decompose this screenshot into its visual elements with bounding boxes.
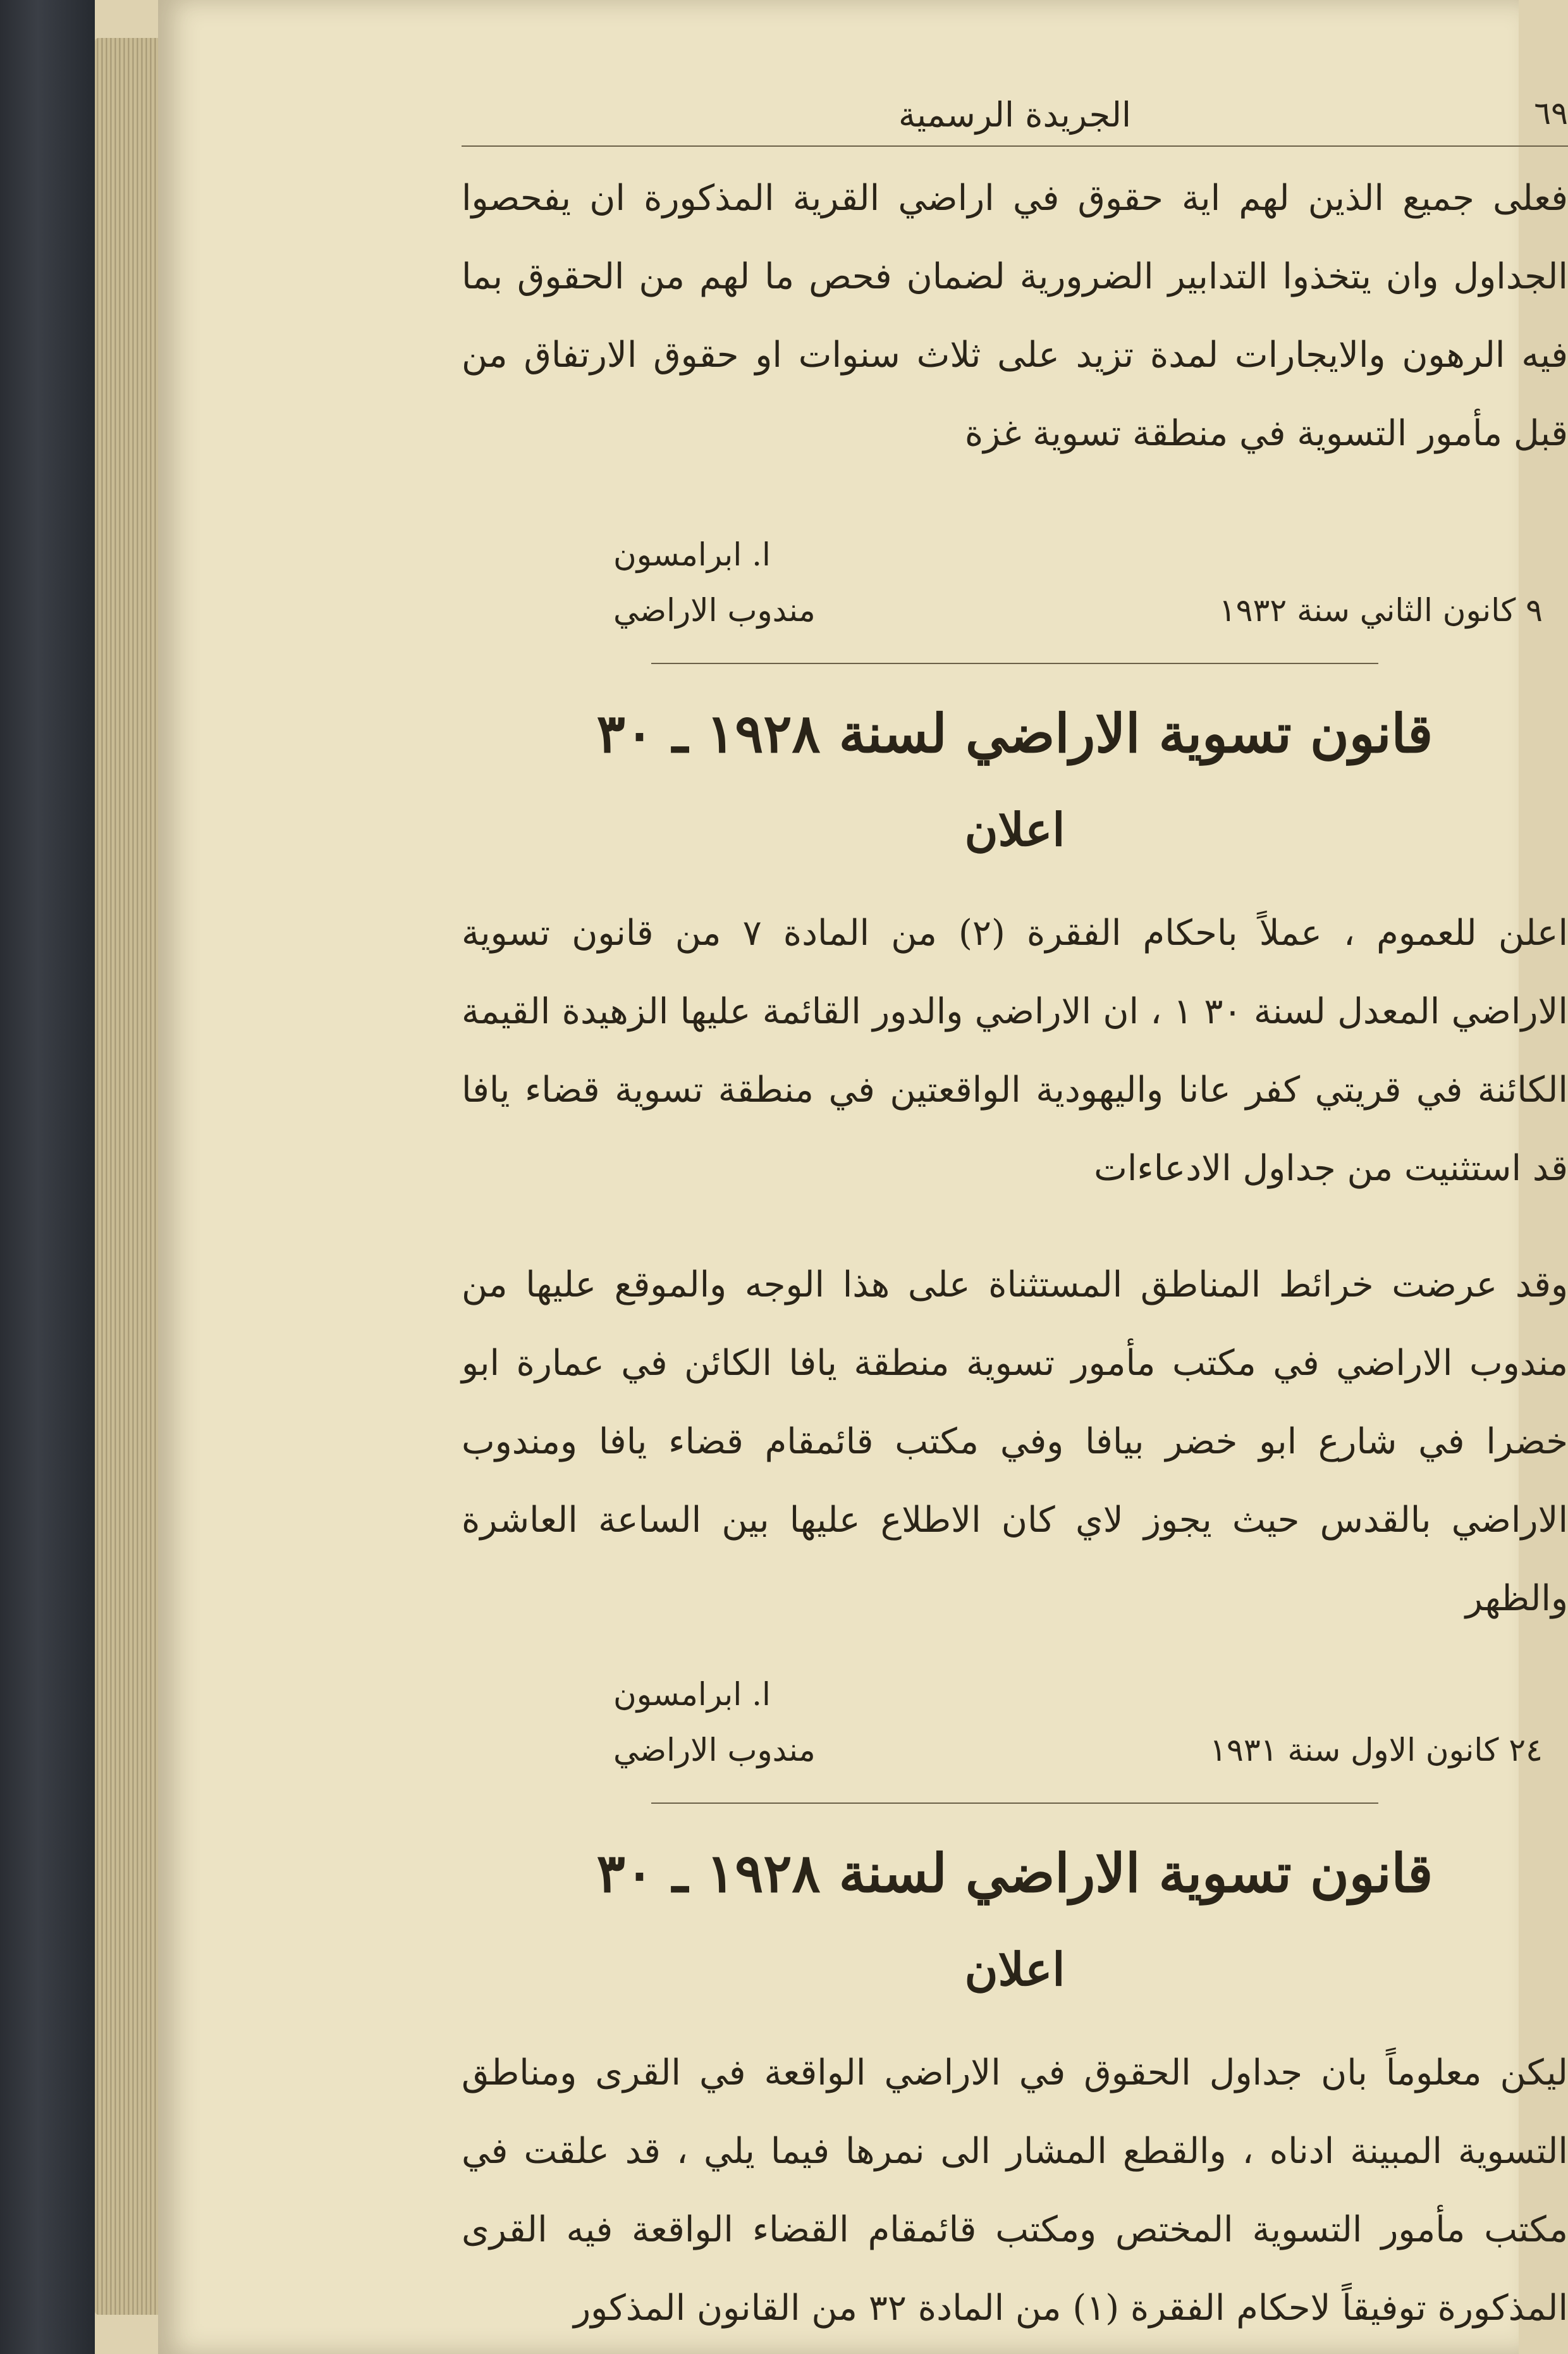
book-binding <box>0 0 95 2354</box>
notice-title: اعلان <box>964 803 1065 856</box>
running-title: الجريدة الرسمية <box>898 95 1131 135</box>
section1-paragraph: فعلى جميع الذين لهم اية حقوق في اراضي القرية المذكورة ان يفحصوا الجداول وان يتخذوا التدابير الضرورية لضمان فحص ما لهم من الحقوق بما فيه الرهون والايجارات لمدة تزيد على ثلاث سنوات او حقوق الارتفاق من قبل مأمور التسوية في منطقة تسوية غزة <box>462 178 1568 454</box>
section2-paragraph-1: اعلن للعموم ، عملاً باحكام الفقرة (٢) من المادة ٧ من قانون تسوية الاراضي المعدل لسنة ٣٠ ١ ، ان الاراضي والدور القائمة عليها الزهيدة القيمة الكائنة في قريتي كفر عانا واليهودية الواقعتين في منطقة تسوية قضاء يافا قد استثنيت من جداول الادعاءات <box>462 913 1568 1189</box>
running-head <box>462 89 1568 147</box>
signature-name: ا. ابرامسون <box>613 1676 771 1713</box>
section2-paragraph-2: وقد عرضت خرائط المناطق المستثناة على هذا الوجه والموقع عليها من مندوب الاراضي في مكتب مأمور تسوية منطقة يافا الكائن في عمارة ابو خضرا في شارع ابو خضر بيافا وفي مكتب قائمقام قضاء يافا ومندوب الاراضي بالقدس حيث يجوز لاي كان الاطلاع عليها بين الساعة العاشرة والظهر <box>462 1264 1568 1619</box>
page-number: ٦٩ <box>1534 95 1568 132</box>
law-title: قانون تسوية الاراضي لسنة ١٩٢٨ ـ ٣٠ <box>596 702 1433 765</box>
section3-paragraph: ليكن معلوماً بان جداول الحقوق في الاراضي الواقعة في القرى ومناطق التسوية المبينة ادناه ، والقطع المشار الى نمرها فيما يلي ، قد علقت في مكتب مأمور التسوية المختص ومكتب قائمقام القضاء الواقعة فيه القرى المذكورة توفيقاً لاحكام الفقرة (١) من المادة ٣٢ من القانون المذكور <box>462 2052 1568 2329</box>
gazette-page <box>158 0 1568 2354</box>
section2-signature <box>462 1676 1568 1802</box>
law-title: قانون تسوية الاراضي لسنة ١٩٢٨ ـ ٣٠ <box>596 1842 1433 1904</box>
section1-signature <box>462 536 1568 663</box>
page-edges <box>95 38 158 2315</box>
signature-name: ا. ابرامسون <box>613 536 771 573</box>
notice-date: ٩ كانون الثاني سنة ١٩٣٢ <box>1218 592 1543 629</box>
signature-title: مندوب الاراضي <box>613 592 816 629</box>
signature-title: مندوب الاراضي <box>613 1732 816 1768</box>
notice-title: اعلان <box>964 1942 1065 1996</box>
notice-date: ٢٤ كانون الاول سنة ١٩٣١ <box>1210 1732 1543 1768</box>
page-content <box>462 89 1568 2348</box>
